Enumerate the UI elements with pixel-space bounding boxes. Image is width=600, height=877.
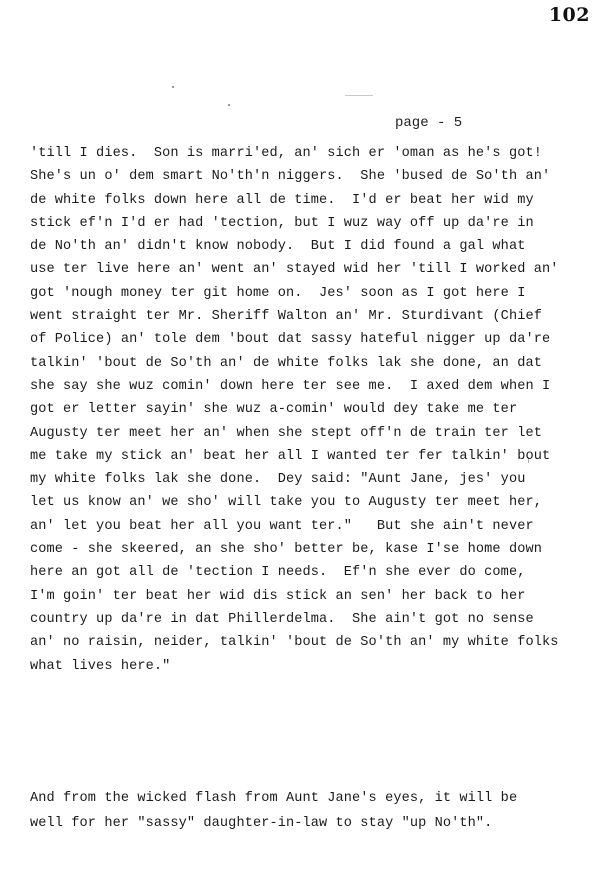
text-line: de white folks down here all de time. I'd er beat her wid my — [30, 192, 534, 208]
text-line: got 'nough money ter git home on. Jes' soon as I got here I — [30, 285, 526, 301]
paper-speck — [345, 95, 373, 96]
text-line: here an got all de 'tection I needs. Ef'n she ever do come, — [30, 565, 526, 581]
text-line: talkin' 'bout de So'th an' de white folks lak she done, an dat — [30, 355, 542, 371]
text-line: de No'th an' didn't know nobody. But I did found a gal what — [30, 239, 526, 255]
text-line: use ter live here an' went an' stayed wid her 'till I worked an' — [30, 262, 559, 278]
text-line: went straight ter Mr. Sheriff Walton an' Mr. Sturdivant (Chief — [30, 309, 542, 325]
text-line: an' no raisin, neider, talkin' 'bout de So'th an' my white folks — [30, 635, 559, 651]
text-line: She's un o' dem smart No'th'n niggers. She 'bused de So'th an' — [30, 169, 551, 185]
body-paragraph — [30, 142, 590, 678]
text-line: she say she wuz comin' down here ter see me. I axed dem when I — [30, 378, 551, 394]
paper-speck — [228, 104, 230, 106]
text-line: country up da're in dat Phillerdelma. She ain't got no sense — [30, 611, 534, 627]
text-line: my white folks lak she done. Dey said: "Aunt Jane, jes' you — [30, 472, 526, 488]
text-line: I'm goin' ter beat her wid dis stick an sen' her back to her — [30, 588, 526, 604]
text-line: well for her "sassy" daughter-in-law to stay "up No'th". — [30, 815, 493, 831]
text-line: what lives here." — [30, 658, 171, 674]
closing-paragraph — [30, 787, 590, 836]
paper-speck — [172, 86, 174, 88]
text-line: Augusty ter meet her an' when she stept off'n de train ter let — [30, 425, 542, 441]
page-label: page - 5 — [395, 115, 463, 131]
text-line: me take my stick an' beat her all I wanted ter fer talkin' bout — [30, 448, 551, 464]
text-line: come - she skeered, an she sho' better be, kase I'se home down — [30, 542, 542, 558]
text-line: of Police) an' tole dem 'bout dat sassy hateful nigger up da're — [30, 332, 551, 348]
text-line: got er letter sayin' she wuz a-comin' would dey take me ter — [30, 402, 518, 418]
text-line: stick ef'n I'd er had 'tection, but I wuz way off up da're in — [30, 215, 534, 231]
page-number: 102 — [548, 4, 590, 26]
text-line: an' let you beat her all you want ter." But she ain't never — [30, 518, 534, 534]
text-line: And from the wicked flash from Aunt Jane's eyes, it will be — [30, 791, 518, 806]
text-line: let us know an' we sho' will take you to Augusty ter meet her, — [30, 495, 542, 511]
text-line: 'till I dies. Son is marri'ed, an' sich er 'oman as he's got! — [30, 146, 542, 161]
